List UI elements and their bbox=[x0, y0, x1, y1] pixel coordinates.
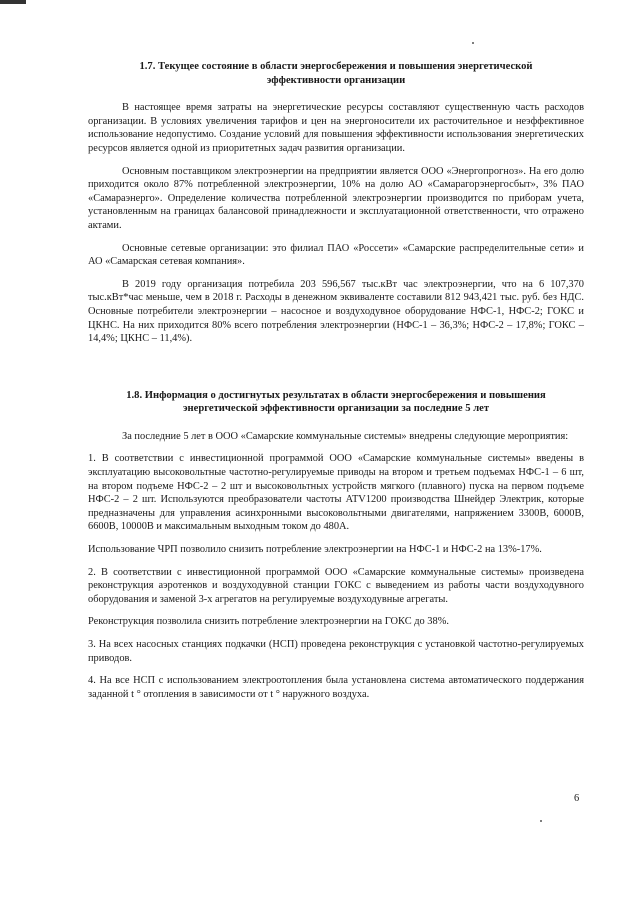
section-1-8-heading bbox=[88, 389, 584, 416]
section-1-7-heading bbox=[88, 60, 584, 87]
scan-speck bbox=[540, 820, 542, 822]
section-gap bbox=[88, 355, 584, 389]
paragraph-measure-2-result: Реконструкция позволила снизить потребление электроэнергии на ГОКС до 38%. bbox=[88, 616, 449, 628]
paragraph-measure-2: 2. В соответствии с инвестиционной программой ООО «Самарские коммунальные системы» произведена реконструкция аэротенков и воздуходувной станции ГОКС с выведением из работы части воздуходувного оборудования и заменой 3-х агрегатов на регулируемые воздуходувные агрегаты. bbox=[88, 566, 584, 605]
paragraph-measure-4: 4. На все НСП с использованием электроотопления была установлена система автоматического поддержания заданной t ° отопления в зависимости от t ° наружного воздуха. bbox=[88, 675, 584, 700]
paragraph-measure-3: 3. На всех насосных станциях подкачки (НСП) проведена реконструкция с установкой частотно-регулируемых приводов. bbox=[88, 639, 584, 664]
paragraph-measures-intro: За последние 5 лет в ООО «Самарские коммунальные системы» внедрены следующие мероприятия: bbox=[122, 430, 569, 442]
paragraph-measure-1-result: Использование ЧРП позволило снизить потребление электроэнергии на НФС-1 и НФС-2 на 13%-17%. bbox=[88, 544, 542, 556]
section-1-7-title-line-2: эффективности организации bbox=[266, 74, 406, 86]
paragraph-grid-organizations: Основные сетевые организации: это филиал ПАО «Россети» «Самарские распределительные сети» и АО «Самарская сетевая компания». bbox=[88, 242, 584, 268]
paragraph-main-supplier: Основным поставщиком электроэнергии на предприятии является ООО «Энергопрогноз». На его долю приходится около 87% потребленной электроэнергии, 10% на долю АО «Самарагорэнергосбыт», 3% ПАО «Самараэнерго». Определение количества потребленной электроэнергии производится по приборам учета, установленным на границах балансовой принадлежности и эксплуатационной ответственности, что отражено актами. bbox=[88, 165, 584, 231]
section-1-8-title-line-2: энергетической эффективности организации за последние 5 лет bbox=[182, 403, 490, 415]
scan-artifact bbox=[0, 0, 26, 4]
paragraph-measure-1: 1. В соответствии с инвестиционной программой ООО «Самарские коммунальные системы» введены в эксплуатацию высоковольтные частотно-регулируемые приводы на втором и третьем подъемах НФС-1 – 6 шт, на втором подъеме НФС-2 – 2 шт и высоковольтных устройств мягкого (плавного) пуска на первом подъеме НФС-2 – 2 шт. Используются преобразователи частоты ATV1200 производства Шнейдер Электрик, которые предназначены для управления асинхронными высоковольтными двигателями, напряжением 3300В, 6000В, 6600В, 10000В и максимальным выходным током до 480А. bbox=[88, 453, 584, 533]
paragraph-energy-costs: В настоящее время затраты на энергетические ресурсы составляют существенную часть расходов организации. В условиях увеличения тарифов и цен на энергоносители их расточительное и неэффективное использование недопустимо. Создание условий для повышения эффективности использования энергетических ресурсов является одной из приоритетных задач развития организации. bbox=[88, 102, 584, 154]
paragraph-consumption-2019: В 2019 году организация потребила 203 596,567 тыс.кВт час электроэнергии, что на 6 107,370 тыс.кВт*час меньше, чем в 2018 г. Расходы в денежном эквиваленте составили 812 943,421 тыс. руб. без НДС. Основные потребители электроэнергии – насосное и воздуходувное оборудование НФС-1, НФС-2; ГОКС и ЦКНС. На них приходится 80% всего потребления электроэнергии (НФС-1 – 36,3%; НФС-2 – 17,8%; ГОКС – 14,4%; ЦКНС – 11,4%). bbox=[88, 278, 584, 345]
page-number: 6 bbox=[574, 793, 580, 804]
scan-speck bbox=[472, 42, 474, 44]
section-1-8-title-line-1: 1.8. Информация о достигнутых результатах в области энергосбережения и повышения bbox=[126, 389, 546, 401]
section-1-7-title-line-1: 1.7. Текущее состояние в области энергосбережения и повышения энергетической bbox=[139, 61, 533, 72]
document-page bbox=[88, 60, 584, 710]
